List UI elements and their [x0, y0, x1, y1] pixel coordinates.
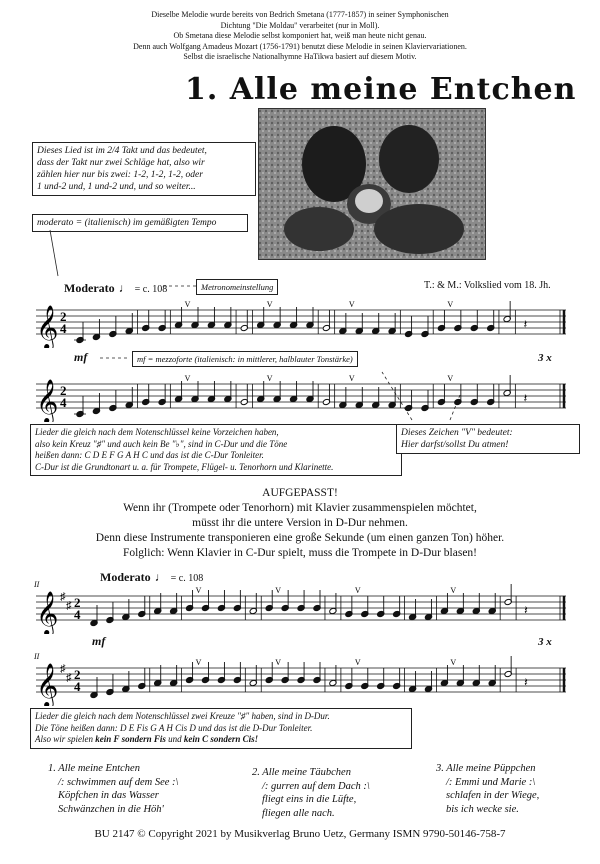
- intro-line: Dichtung "Die Moldau" verarbeitet (nur in Moll).: [220, 20, 380, 30]
- atmen-line: Dieses Zeichen "V" bedeutet:: [401, 428, 513, 438]
- repeat-3x-1: 3 x: [538, 352, 552, 364]
- attention-line: müsst ihr die untere Version in D-Dur nehmen.: [192, 517, 408, 529]
- staff-d-major-2: [30, 656, 570, 706]
- quarter-rest-icon: 𝄽: [523, 317, 528, 331]
- intro-line: Selbst die israelische Nationalhymne HaTikwa basiert auf diesem Motiv.: [183, 52, 417, 61]
- time-signature: 4: [74, 607, 81, 622]
- dynamic-mf-2: mf: [92, 634, 106, 648]
- verse-line: /: Emmi und Marie :\: [446, 776, 536, 788]
- breath-explanation-box: [396, 424, 580, 454]
- time-signature: 4: [60, 395, 67, 410]
- verse-line: 3. Alle meine Püppchen: [436, 763, 536, 774]
- time-signature: 2: [74, 667, 81, 682]
- song-title: 1. Alle meine Entchen: [185, 72, 577, 107]
- verse-line: fliegen alle nach.: [262, 807, 335, 819]
- treble-clef-icon: 𝄞: [36, 591, 59, 634]
- verse-line: Köpfchen in das Wasser: [58, 790, 159, 801]
- tempo-label: Moderato: [100, 570, 151, 584]
- d-major-explanation-box: [30, 708, 412, 749]
- verse-line: /: schwimmen auf dem See :\: [58, 776, 179, 788]
- moderato-explanation-box: moderato = (italienisch) im gemäßigten Tempo: [32, 214, 248, 232]
- time-signature: 4: [60, 321, 67, 336]
- breath-mark: V: [275, 586, 281, 595]
- attention-line: AUFGEPASST!: [262, 487, 338, 499]
- breath-mark: V: [354, 658, 361, 667]
- ddur-bold: kein C sondern Cis!: [183, 734, 259, 744]
- attention-text: [40, 486, 560, 561]
- verse-2: [252, 766, 370, 820]
- mf-explanation-box: mf = mezzoforte (italienisch: in mittlerer, halblauter Tonstärke): [132, 351, 358, 367]
- ddur-text: und: [165, 734, 184, 744]
- atmen-line: Hier darfst/sollst Du atmen!: [401, 440, 509, 450]
- quarter-note-icon: ♩: [154, 570, 167, 584]
- breath-mark: V: [184, 300, 191, 309]
- breath-mark: V: [195, 658, 202, 667]
- verse-line: Schwänzchen in die Höh': [58, 803, 164, 815]
- intro-line: Dieselbe Melodie wurde bereits von Bedrich Smetana (1777-1857) in seiner Symphonischen: [151, 10, 449, 19]
- system-number-1: II: [34, 580, 40, 589]
- quarter-note-icon: ♩: [118, 281, 131, 295]
- staff-c-major-2: [30, 372, 570, 422]
- verse-line: 1. Alle meine Entchen: [48, 763, 140, 774]
- repeat-3x-2: 3 x: [538, 636, 552, 648]
- breath-mark: V: [184, 374, 191, 383]
- metronome-box: Metronomeinstellung: [196, 279, 278, 295]
- time-signature: 2: [60, 383, 67, 398]
- verse-1: [48, 762, 178, 816]
- staff-c-major-1: [30, 298, 570, 348]
- ddur-text: Also wir spielen: [35, 734, 96, 744]
- breath-mark: V: [447, 300, 454, 309]
- staff-d-major-1: [30, 584, 570, 634]
- tempo-value: = c. 108: [134, 284, 168, 295]
- dynamic-mf-1: mf: [74, 350, 88, 364]
- attention-line: Denn diese Instrumente transponieren eine große Sekunde (um einen ganzen Ton) höher.: [95, 532, 505, 544]
- verse-3: [436, 762, 539, 816]
- attention-line: Folglich: Wenn Klavier in C-Dur spielt, muss die Trompete in D-Dur blasen!: [122, 547, 478, 559]
- breath-mark: V: [348, 300, 355, 309]
- verse-line: fliegt eins in die Lüfte,: [262, 794, 357, 805]
- ddur-bold: kein F sondern Fis: [95, 734, 166, 744]
- intro-line: Denn auch Wolfgang Amadeus Mozart (1756-1791) benutzt diese Melodie in seinen Klaviervariationen.: [133, 41, 467, 51]
- verse-line: bis ich wecke sie.: [446, 803, 519, 815]
- quarter-rest-icon: 𝄽: [523, 391, 528, 405]
- intro-line: Ob Smetana diese Melodie selbst komponiert hat, weiß man heute nicht genau.: [173, 31, 427, 40]
- breath-mark: V: [354, 586, 361, 595]
- breath-mark: V: [450, 586, 457, 595]
- cdur-line: C-Dur ist die Grundtonart u. a. für Trompete, Flügel- u. Tenorhorn und Klarinette.: [35, 461, 334, 472]
- sharp-icon: ♯: [60, 591, 66, 603]
- breath-mark: V: [275, 658, 281, 667]
- treble-clef-icon: 𝄞: [36, 305, 59, 348]
- breath-mark: V: [348, 374, 355, 383]
- time-signature: 4: [74, 679, 81, 694]
- verse-line: 2. Alle meine Täubchen: [252, 767, 351, 778]
- cdur-line: also kein Kreuz "♯" und auch kein Be "♭", sind in C-Dur und die Töne: [35, 438, 288, 449]
- verse-line: schlafen in der Wiege,: [446, 790, 540, 801]
- copyright-footer: BU 2147 © Copyright 2021 by Musikverlag Bruno Uetz, Germany ISMN 9790-50146-758-7: [94, 828, 506, 840]
- treble-clef-icon: 𝄞: [36, 663, 59, 706]
- ddur-line: [35, 734, 407, 746]
- tempo-label: Moderato: [64, 281, 115, 295]
- sharp-icon: ♯: [66, 672, 72, 684]
- breath-mark: V: [450, 658, 457, 667]
- cdur-line: Lieder die gleich nach dem Notenschlüssel keine Vorzeichen haben,: [35, 427, 279, 437]
- breath-mark: V: [195, 586, 202, 595]
- ddur-line: Lieder die gleich nach dem Notenschlüssel zwei Kreuze "♯" haben, sind in D-Dur.: [35, 711, 330, 721]
- attention-line: Wenn ihr (Trompete oder Tenorhorn) mit Klavier zusammenspielen möchtet,: [123, 502, 477, 514]
- time-signature: 2: [60, 309, 67, 324]
- moderato-connector: [50, 230, 58, 276]
- tempo-value: = c. 108: [170, 573, 204, 584]
- takt-line: dass der Takt nur zwei Schläge hat, also wir: [37, 158, 205, 168]
- takt-line: Dieses Lied ist im 2/4 Takt und das bedeutet,: [37, 146, 207, 156]
- tempo-marking-1: [64, 279, 167, 297]
- quarter-rest-icon: 𝄽: [524, 675, 528, 689]
- takt-line: zählen hier nur bis zwei: 1-2, 1-2, 1-2, oder: [37, 170, 203, 180]
- credit-text: T.: & M.: Volkslied vom 18. Jh.: [424, 280, 551, 291]
- breath-mark: V: [266, 374, 273, 383]
- sharp-icon: ♯: [66, 600, 72, 612]
- takt-line: 1 und-2 und, 1 und-2 und, und so weiter...: [37, 182, 196, 192]
- time-signature: 2: [74, 595, 81, 610]
- cdur-line: heißen dann: C D E F G A H C und das ist die C-Dur Tonleiter.: [35, 450, 264, 460]
- sharp-icon: ♯: [60, 663, 66, 675]
- verse-line: /: gurren auf dem Dach :\: [262, 780, 370, 792]
- system-number-2: II: [34, 652, 40, 661]
- breath-mark: V: [266, 300, 273, 309]
- ddur-line: Die Töne heißen dann: D E Fis G A H Cis D und das ist die D-Dur Tonleiter.: [35, 722, 313, 733]
- breath-mark: V: [447, 374, 454, 383]
- quarter-rest-icon: 𝄽: [524, 603, 528, 617]
- c-major-explanation-box: [30, 424, 402, 476]
- treble-clef-icon: 𝄞: [36, 379, 59, 422]
